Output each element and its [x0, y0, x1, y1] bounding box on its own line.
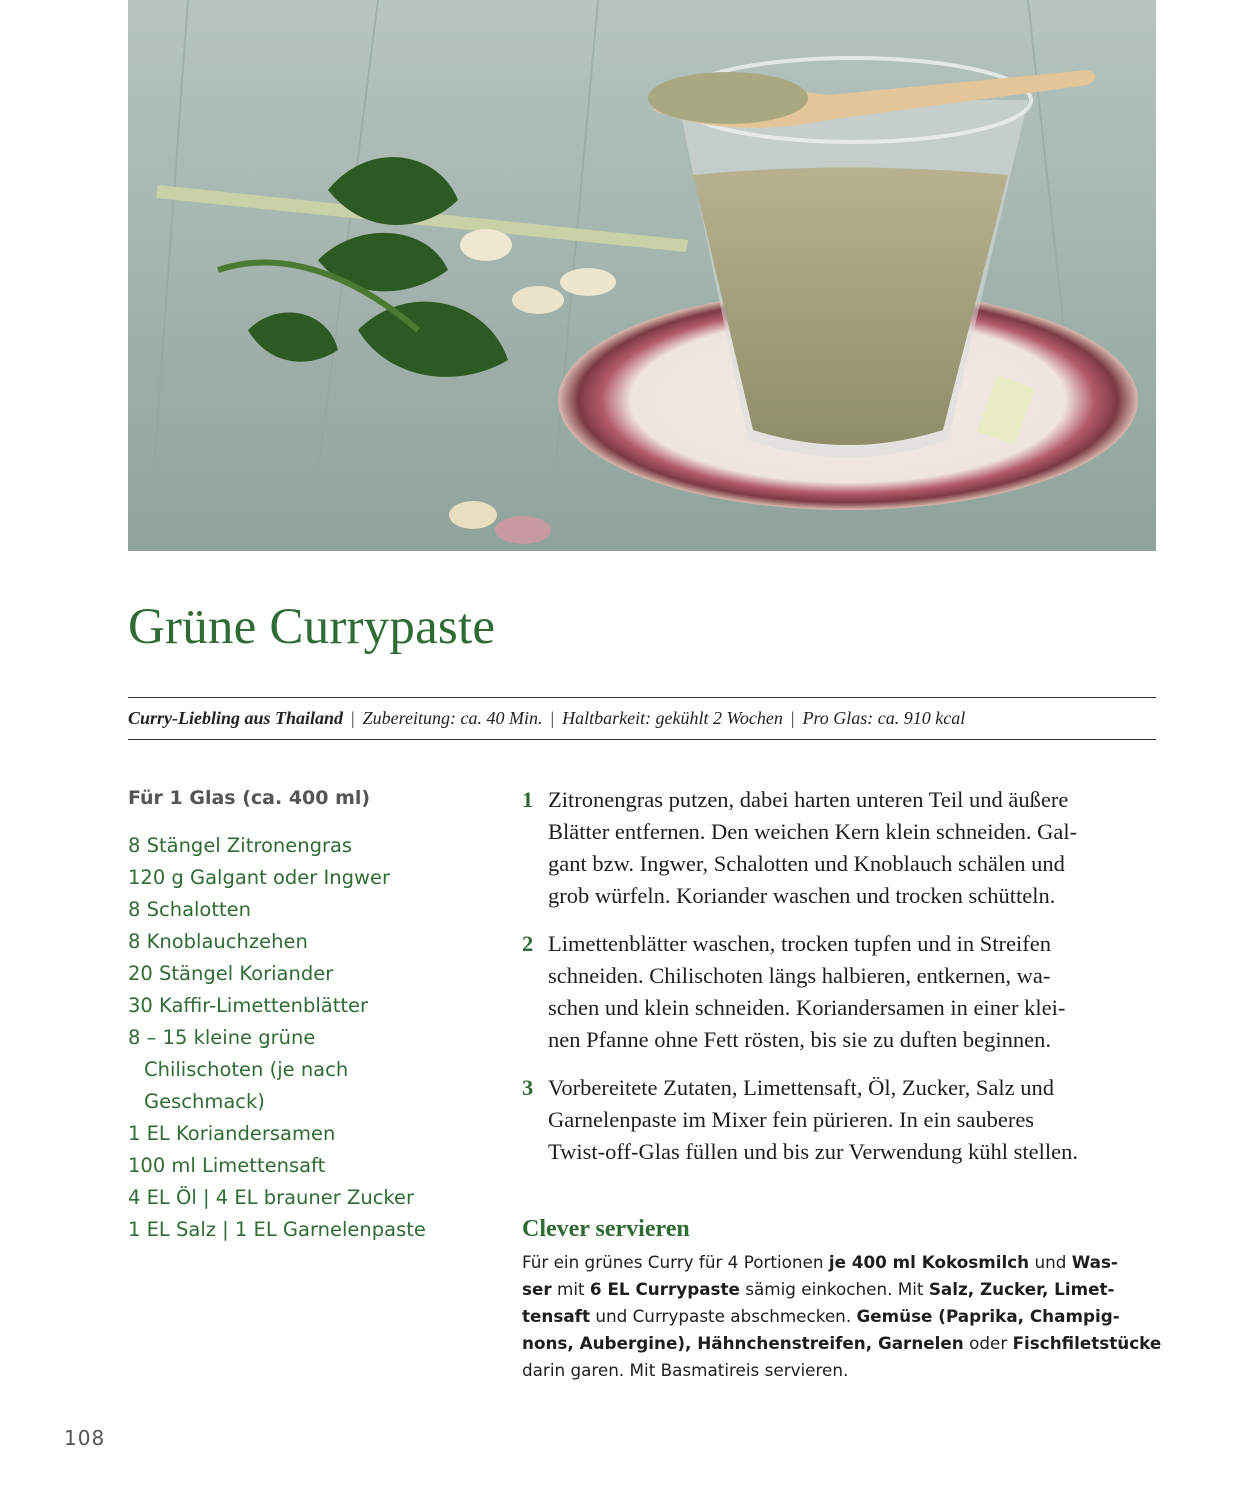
- step-line: schen und klein schneiden. Koriandersamen in einer klei-: [548, 995, 1066, 1020]
- tip-text: und Currypaste abschmecken.: [590, 1306, 857, 1326]
- ingredient-item-continued: Chilischoten (je nach: [144, 1058, 349, 1081]
- step-line: Vorbereitete Zutaten, Limettensaft, Öl, Zucker, Salz und: [548, 1075, 1055, 1100]
- tip-text: mit: [551, 1279, 590, 1299]
- ingredient-item: 8 Schalotten: [128, 898, 252, 921]
- tip-bold: Salz, Zucker, Limet-: [928, 1279, 1115, 1299]
- step-line: gant bzw. Ingwer, Schalotten und Knoblauch schälen und: [548, 851, 1065, 876]
- ingredient-item: 120 g Galgant oder Ingwer: [128, 866, 390, 889]
- ingredient-item: 20 Stängel Koriander: [128, 962, 334, 985]
- meta-separator: |: [550, 708, 555, 728]
- ingredient-item: 8 Knoblauchzehen: [128, 930, 308, 953]
- ingredient-item: 8 – 15 kleine grüne: [128, 1026, 316, 1049]
- ingredients-section: [128, 787, 468, 1246]
- recipe-photo: [128, 0, 1156, 551]
- step-text: [548, 1072, 1078, 1168]
- tip-line: [522, 1249, 1156, 1276]
- tip-bold: Gemüse (Paprika, Champig-: [856, 1306, 1120, 1326]
- tip-line: [522, 1276, 1156, 1303]
- tip-bold: Was-: [1071, 1252, 1118, 1272]
- ingredient-item: 1 EL Koriandersamen: [128, 1122, 336, 1145]
- ingredients-list: [128, 830, 468, 1246]
- step-line: Zitronengras putzen, dabei harten unteren Teil und äußere: [548, 787, 1069, 812]
- step-text: [548, 928, 1065, 1056]
- step-line: Blätter entfernen. Den weichen Kern klein schneiden. Gal-: [548, 819, 1078, 844]
- tip-line: [522, 1303, 1156, 1330]
- recipe-title: Grüne Currypaste: [128, 599, 496, 655]
- tip-line: darin garen. Mit Basmatireis servieren.: [522, 1360, 849, 1380]
- tip-line: [522, 1330, 1162, 1357]
- shelf-life: Haltbarkeit: gekühlt 2 Wochen: [562, 708, 783, 728]
- tip-bold: 6 EL Currypaste: [589, 1279, 740, 1299]
- tip-body: [522, 1249, 1162, 1384]
- tip-bold: je 400 ml Kokosmilch: [828, 1252, 1030, 1272]
- recipe-meta-bar: [128, 697, 1156, 740]
- tip-text: oder: [963, 1333, 1013, 1353]
- meta-separator: |: [790, 708, 795, 728]
- meta-separator: |: [351, 708, 355, 728]
- prep-time: Zubereitung: ca. 40 Min.: [362, 708, 543, 728]
- ingredient-item: 4 EL Öl | 4 EL brauner Zucker: [128, 1186, 415, 1209]
- tip-bold: Fischfiletstücke: [1012, 1333, 1162, 1353]
- tip-heading: Clever servieren: [522, 1216, 690, 1242]
- step-line: nen Pfanne ohne Fett rösten, bis sie zu duften beginnen.: [548, 1027, 1052, 1052]
- ingredients-heading: Für 1 Glas (ca. 400 ml): [128, 787, 371, 809]
- step-line: schneiden. Chilischoten längs halbieren, entkernen, wa-: [548, 963, 1051, 988]
- step-text: [548, 784, 1077, 912]
- tip-text: sämig einkochen. Mit: [739, 1279, 929, 1299]
- instruction-step: [522, 928, 1156, 1056]
- page-number: 108: [64, 1426, 106, 1450]
- calories: Pro Glas: ca. 910 kcal: [802, 708, 966, 728]
- step-number: 3: [522, 1075, 534, 1100]
- step-line: Garnelenpaste im Mixer fein pürieren. In ein sauberes: [548, 1107, 1035, 1132]
- tip-text: Für ein grünes Curry für 4 Portionen: [522, 1252, 829, 1272]
- tip-bold: tensaft: [522, 1306, 590, 1326]
- step-line: Limettenblätter waschen, trocken tupfen und in Streifen: [548, 931, 1051, 956]
- step-line: Twist-off-Glas füllen und bis zur Verwendung kühl stellen.: [548, 1139, 1079, 1164]
- instruction-step: [522, 1072, 1156, 1168]
- ingredient-item: 100 ml Limettensaft: [128, 1154, 326, 1177]
- instruction-step: [522, 784, 1156, 912]
- tip-bold: ser: [522, 1279, 552, 1299]
- tip-bold: nons, Aubergine), Hähnchenstreifen, Garnelen: [522, 1333, 964, 1353]
- step-number: 1: [522, 787, 534, 812]
- ingredient-item: 30 Kaffir-Limettenblätter: [128, 994, 369, 1017]
- instructions-section: [522, 784, 1156, 1184]
- tip-text: und: [1029, 1252, 1072, 1272]
- step-number: 2: [522, 931, 534, 956]
- recipe-tagline: Curry-Liebling aus Thailand: [128, 708, 344, 728]
- serving-tip: [522, 1216, 1162, 1384]
- ingredient-item-continued: Geschmack): [144, 1090, 265, 1113]
- step-line: grob würfeln. Koriander waschen und trocken schütteln.: [548, 883, 1056, 908]
- ingredient-item: 8 Stängel Zitronengras: [128, 834, 353, 857]
- ingredient-item: 1 EL Salz | 1 EL Garnelenpaste: [128, 1218, 426, 1241]
